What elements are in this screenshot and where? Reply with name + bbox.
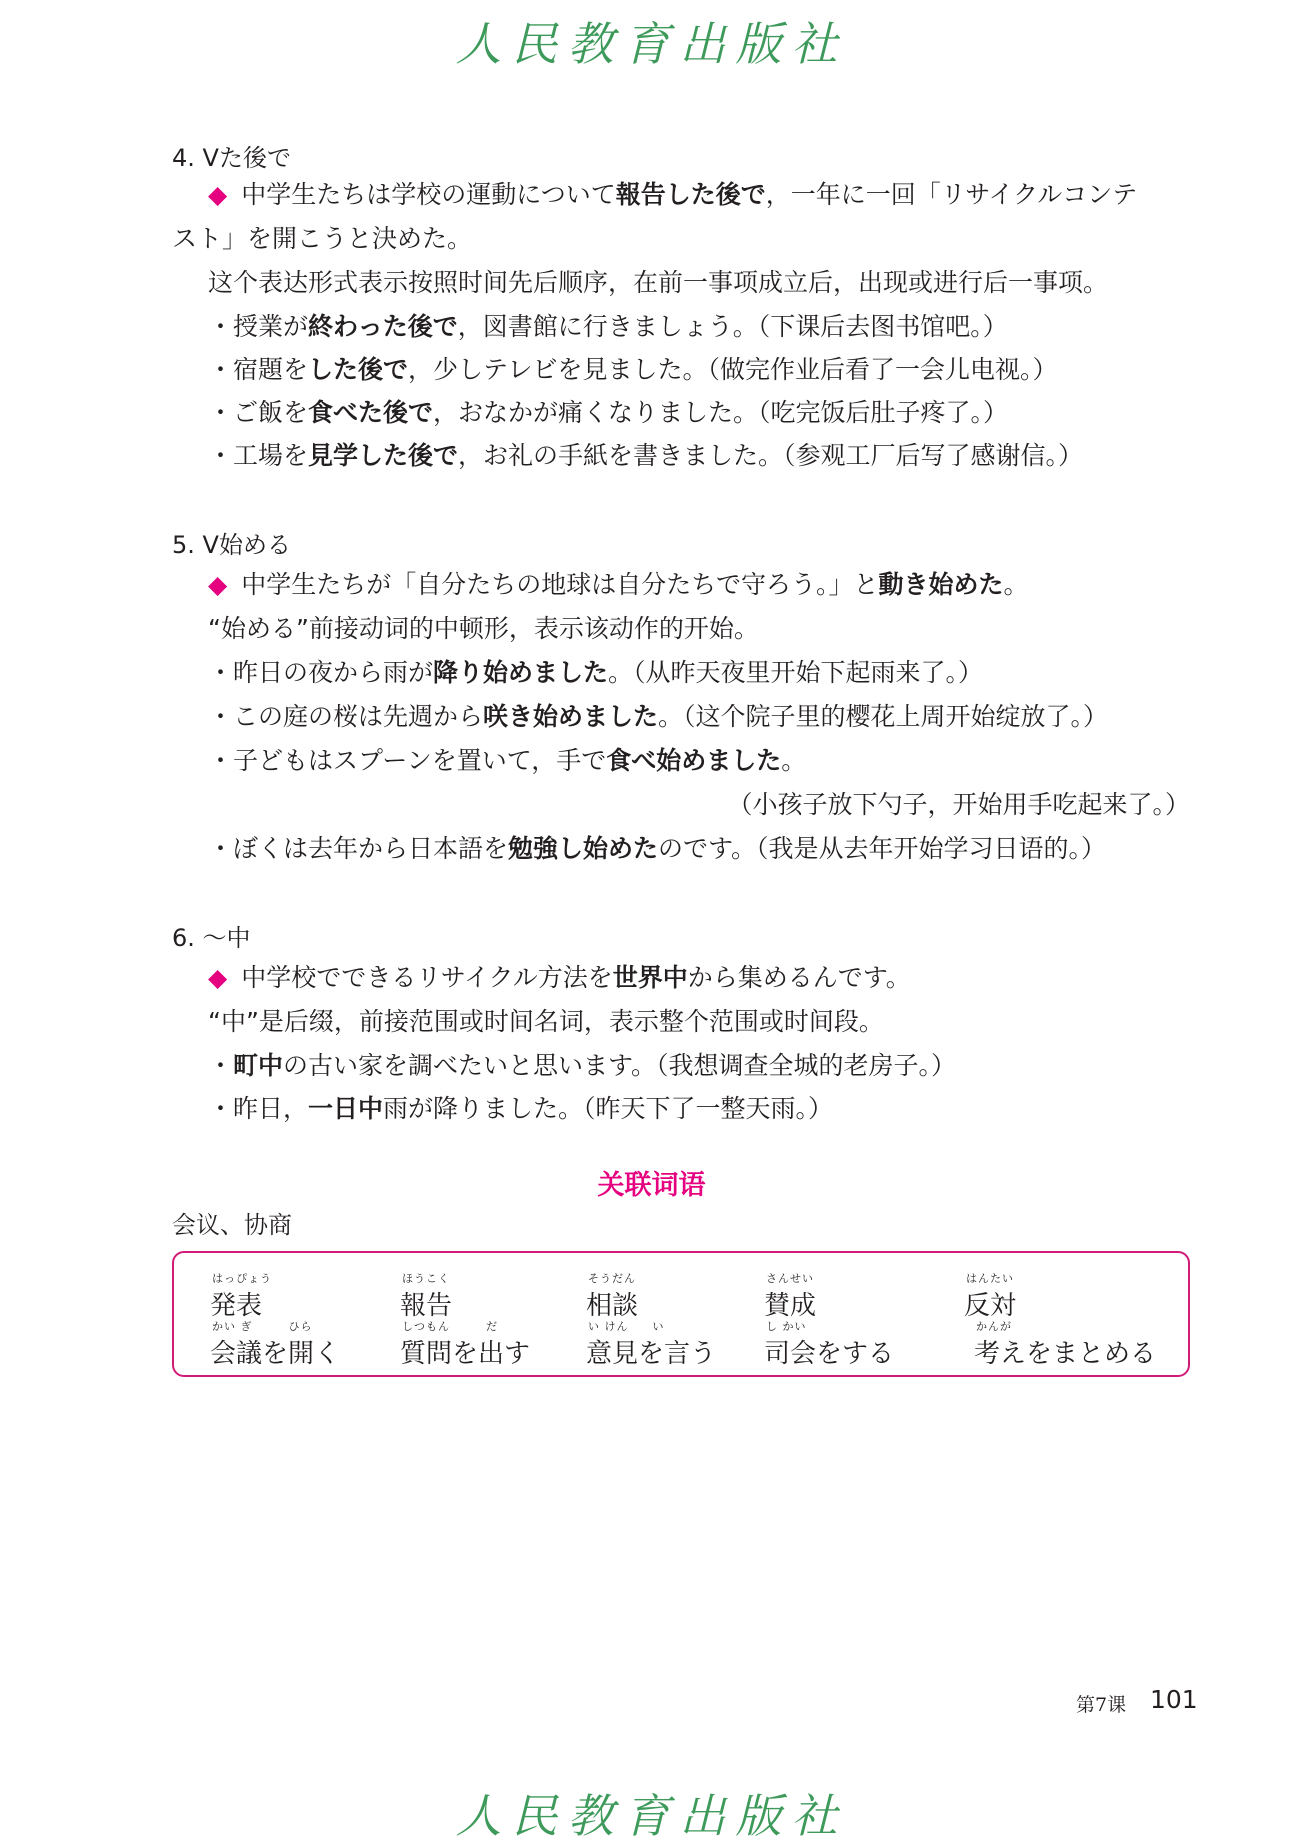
vocab-word: ほうこく 報告 [400,1272,453,1321]
section-6-example: ◆ 中学校でできるリサイクル方法を世界中から集めるんです。 [208,963,911,992]
list-item: ・この庭の桜は先週から咲き始めました。（这个院子里的樱花上周开始绽放了。） [208,702,1109,731]
vocab-box [172,1251,1190,1377]
section-6-heading: 6. 〜中 [172,924,251,952]
lesson-label: 第7课 [1076,1694,1127,1716]
list-item: ・授業が終わった後で，図書館に行きましょう。（下课后去图书馆吧。） [208,312,1008,341]
vocab-word: そうだん 相談 [586,1272,639,1321]
section-4-explanation: 这个表达形式表示按照时间先后顺序，在前一事项成立后，出现或进行后一事项。 [208,268,1109,297]
section-5-example: ◆ 中学生たちが「自分たちの地球は自分たちで守ろう。」と動き始めた。 [208,570,1029,599]
section-5-explanation: “始める”前接动词的中顿形，表示该动作的开始。 [208,614,759,643]
vocab-word: はっぴょう 発表 [210,1272,272,1321]
vocab-word: しつもん だ 質問を出す [400,1320,531,1369]
list-item-translation: （小孩子放下勺子，开始用手吃起来了。） [727,790,1190,819]
list-item: ・工場を見学した後で，お礼の手紙を書きました。（参观工厂后写了感谢信。） [208,441,1084,470]
list-item: ・子どもはスプーンを置いて，手で食べ始めました。 [208,746,807,775]
vocab-subtitle: 会议、协商 [172,1211,292,1239]
vocab-title: 关联词语 [597,1170,706,1201]
list-item: ・町中の古い家を調べたいと思います。（我想调查全城的老房子。） [208,1051,957,1080]
section-4-example: ◆ 中学生たちは学校の運動について報告した後で，一年に一回「リサイクルコンテ [208,180,1138,209]
diamond-icon: ◆ [208,570,228,599]
list-item: ・ご飯を食べた後で，おなかが痛くなりました。（吃完饭后肚子疼了。） [208,398,1009,427]
page-number: 101 [1150,1685,1198,1714]
diamond-icon: ◆ [208,963,228,992]
section-6-explanation: “中”是后缀，前接范围或时间名词，表示整个范围或时间段。 [208,1007,884,1036]
section-5-heading: 5. V始める [172,531,291,559]
vocab-word: かい ぎ ひら 会議を開く [210,1320,341,1369]
vocab-word: さんせい 賛成 [764,1272,817,1321]
vocab-word: い けん い 意見を言う [586,1320,717,1369]
diamond-icon: ◆ [208,180,228,209]
vocab-word: かんが 考えをまとめる [974,1320,1157,1369]
list-item: ・ぼくは去年から日本語を勉強し始めたのです。（我是从去年开始学习日语的。） [208,834,1107,863]
vocab-word: はんたい 反対 [964,1272,1017,1321]
publisher-logo-top: 人民教育出版社 [455,17,848,71]
publisher-logo-bottom: 人民教育出版社 [455,1789,848,1843]
section-4-heading: 4. Vた後で [172,144,291,172]
section-4-example-cont: スト」を開こうと決めた。 [172,224,473,253]
list-item: ・昨日，一日中雨が降りました。（昨天下了一整天雨。） [208,1094,834,1123]
vocab-word: し かい 司会をする [764,1320,895,1369]
list-item: ・昨日の夜から雨が降り始めました。（从昨天夜里开始下起雨来了。） [208,658,984,687]
list-item: ・宿題をした後で，少しテレビを見ました。（做完作业后看了一会儿电视。） [208,355,1058,384]
